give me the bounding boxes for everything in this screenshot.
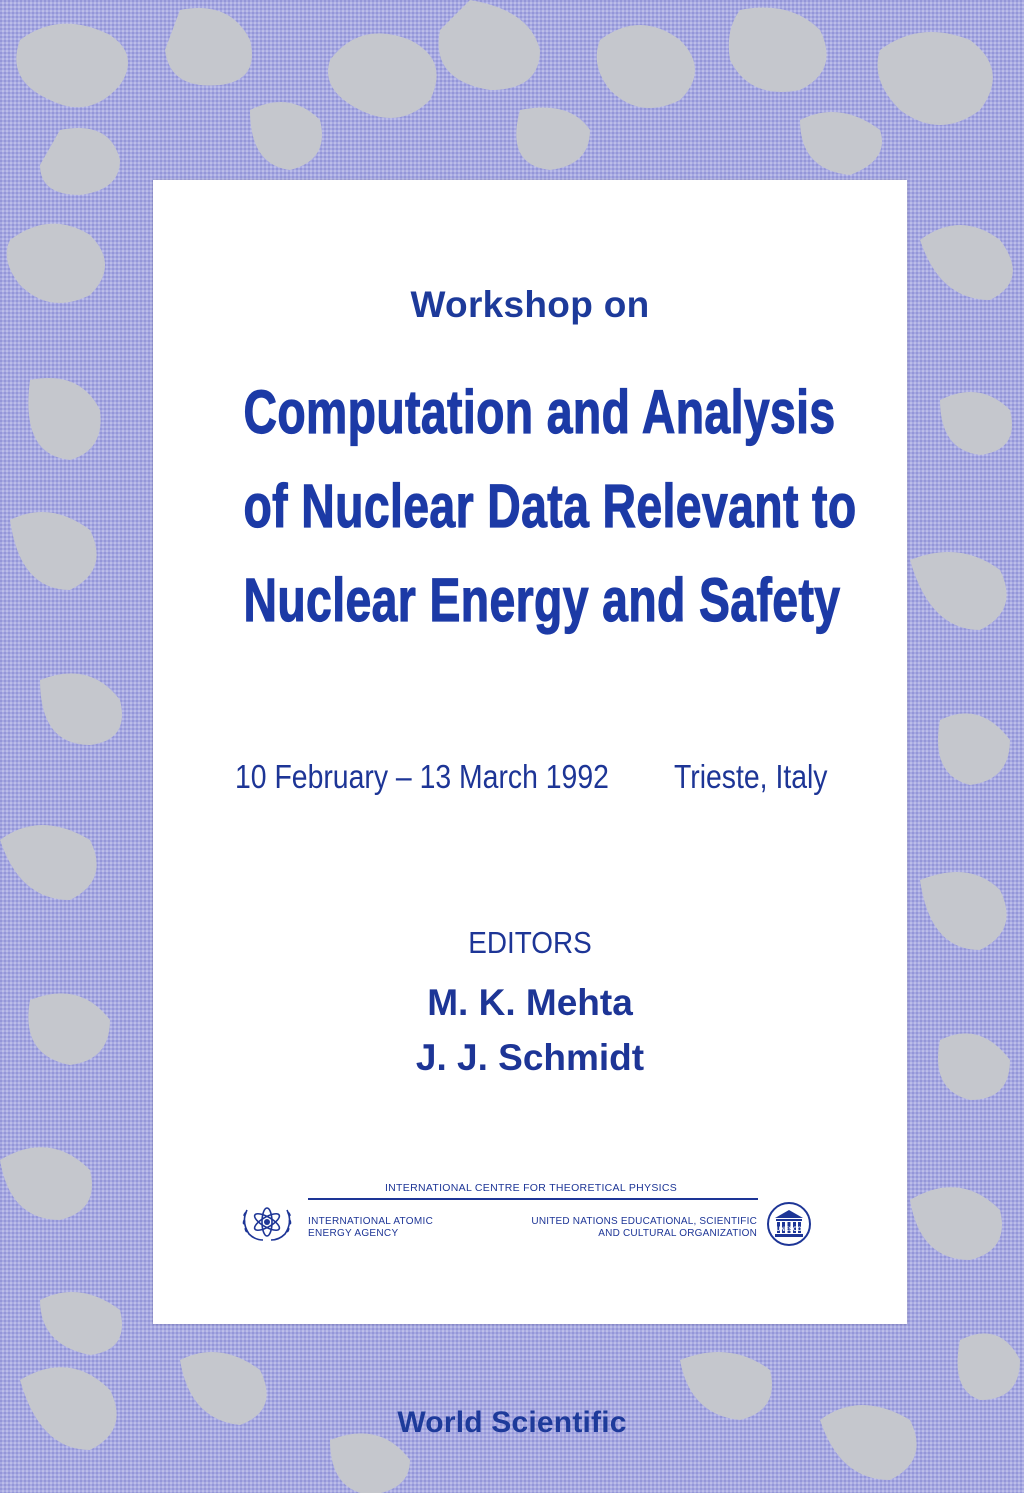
unesco-temple-icon: [765, 1200, 813, 1248]
title-line: Computation and Analysis: [243, 378, 836, 446]
editors-label: EDITORS: [468, 925, 592, 960]
iaea-atom-icon: [239, 1200, 295, 1244]
unesco-line: AND CULTURAL ORGANIZATION: [598, 1228, 757, 1239]
unesco-name: [531, 1216, 757, 1240]
editor-name: M. K. Mehta: [427, 982, 633, 1023]
workshop-dates: 10 February – 13 March 1992: [235, 758, 609, 795]
iaea-name: [308, 1216, 433, 1240]
series-label: Workshop on: [410, 284, 650, 325]
title-line: of Nuclear Data Relevant to: [243, 472, 857, 540]
iaea-line: INTERNATIONAL ATOMIC: [308, 1216, 434, 1227]
workshop-location: Trieste, Italy: [673, 758, 827, 795]
title-line: Nuclear Energy and Safety: [243, 566, 841, 634]
unesco-line: UNITED NATIONS EDUCATIONAL, SCIENTIFIC: [531, 1216, 757, 1227]
publisher-name: World Scientific: [397, 1406, 627, 1439]
ictp-label: INTERNATIONAL CENTRE FOR THEORETICAL PHYSICS: [384, 1182, 678, 1194]
editor-name: J. J. Schmidt: [415, 1037, 645, 1078]
iaea-line: ENERGY AGENCY: [308, 1228, 399, 1239]
sponsor-divider: [308, 1198, 758, 1200]
svg-text:UNESCO: UNESCO: [776, 1227, 802, 1233]
title-panel: [153, 180, 907, 1324]
book-title: [243, 365, 857, 647]
